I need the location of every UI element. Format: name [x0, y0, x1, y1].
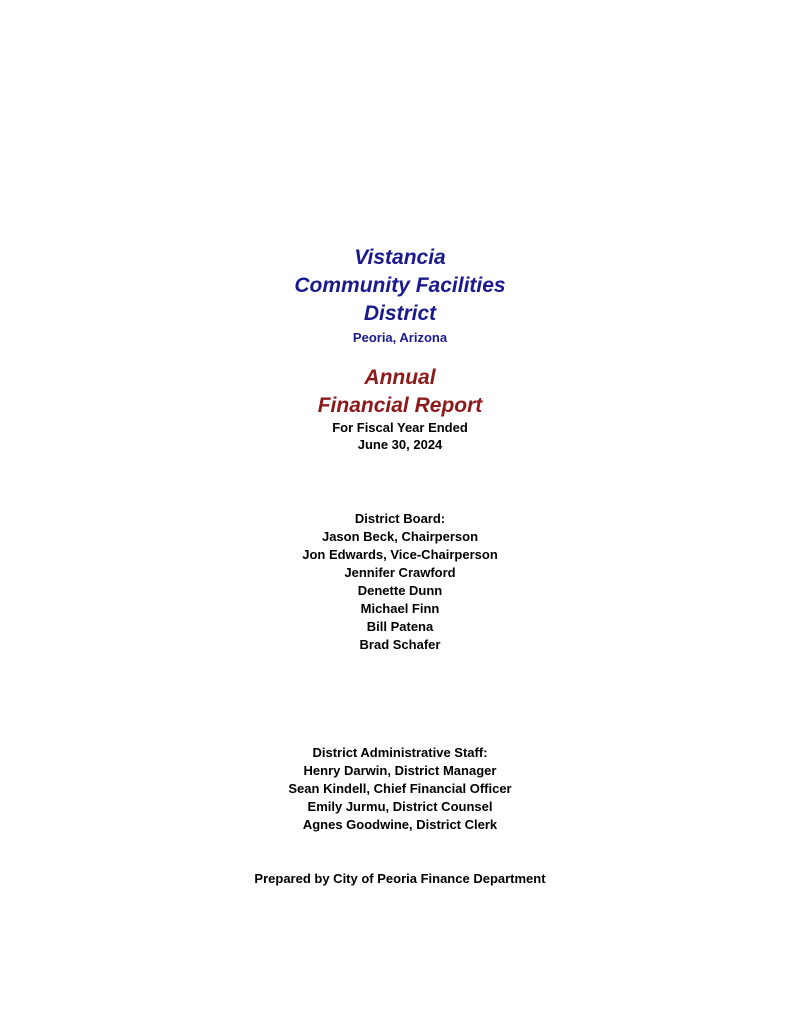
- fiscal-period-line: June 30, 2024: [357, 437, 443, 452]
- staff-heading: District Administrative Staff:: [312, 745, 488, 760]
- administrative-staff: [0, 744, 800, 834]
- report-title-line: Financial Report: [317, 394, 483, 417]
- board-member: Jon Edwards, Vice-Chairperson: [302, 547, 498, 562]
- board-member: Michael Finn: [360, 601, 440, 616]
- district-title-line: Vistancia: [354, 246, 446, 269]
- staff-member: Henry Darwin, District Manager: [303, 763, 497, 778]
- district-title-line: Community Facilities: [294, 274, 506, 297]
- district-location: Peoria, Arizona: [352, 330, 448, 345]
- board-member: Brad Schafer: [359, 637, 441, 652]
- district-title: [0, 244, 800, 328]
- board-member: Jason Beck, Chairperson: [321, 529, 479, 544]
- board-member: Jennifer Crawford: [344, 565, 456, 580]
- board-member: Denette Dunn: [357, 583, 443, 598]
- fiscal-period-line: For Fiscal Year Ended: [332, 420, 468, 435]
- fiscal-period: [0, 419, 800, 453]
- district-title-line: District: [363, 302, 437, 325]
- district-board: [0, 510, 800, 654]
- report-title-line: Annual: [364, 366, 436, 389]
- board-member: Bill Patena: [366, 619, 434, 634]
- board-heading: District Board:: [354, 511, 446, 526]
- report-title: [0, 364, 800, 420]
- staff-member: Sean Kindell, Chief Financial Officer: [288, 781, 512, 796]
- staff-member: Emily Jurmu, District Counsel: [307, 799, 493, 814]
- prepared-by: Prepared by City of Peoria Finance Department: [254, 871, 546, 886]
- staff-member: Agnes Goodwine, District Clerk: [302, 817, 498, 832]
